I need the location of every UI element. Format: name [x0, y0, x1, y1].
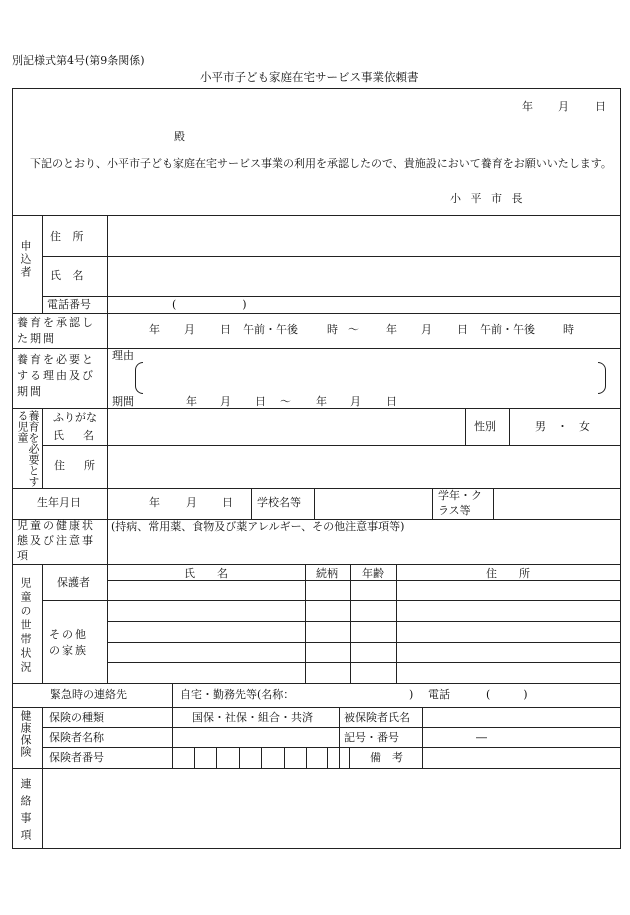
date-month: 月 [558, 100, 569, 113]
insured-name-label: 被保険者氏名 [344, 711, 410, 724]
reason-period-sub-label: 期間 [112, 395, 134, 408]
reason-right-bracket [598, 362, 606, 394]
reason-end-day: 日 [386, 395, 397, 408]
reason-period-label: 養育を必要とする理由及び期間 [17, 353, 95, 398]
date-day: 日 [595, 100, 606, 113]
addressee-suffix: 殿 [174, 130, 185, 143]
insurance-type-options: 国保・社保・組合・共済 [192, 711, 313, 724]
reason-left-bracket [135, 362, 143, 394]
household-group-label: 児童の世帯状況 [19, 577, 32, 675]
reason-start-month: 月 [220, 395, 231, 408]
period-end-month: 月 [421, 323, 432, 336]
child-kana-label: ふりがな [53, 411, 97, 424]
household-col-address: 住 所 [486, 567, 530, 580]
child-gender-options: 男 ・ 女 [535, 420, 590, 433]
health-hint: (持病、常用薬、食物及び薬アレルギー、その他注意事項等) [111, 520, 405, 533]
reason-end-month: 月 [350, 395, 361, 408]
applicant-group-label: 申込者 [19, 240, 32, 279]
period-start-hour: 時 [327, 323, 338, 336]
period-end-ampm: 午前・午後 [480, 323, 535, 336]
insurer-number-label: 保険者番号 [49, 751, 104, 764]
applicant-phone-parens: ( ) [172, 298, 247, 311]
period-tilde: ～ [348, 323, 359, 336]
emergency-phone-label: 電話 [428, 688, 450, 701]
child-name-label: 氏 名 [53, 429, 98, 442]
period-end-day: 日 [457, 323, 468, 336]
period-end-hour: 時 [563, 323, 574, 336]
health-label: 児童の健康状態及び注意事項 [17, 519, 95, 562]
birth-date-label: 生年月日 [37, 496, 81, 509]
reason-end-year: 年 [316, 395, 327, 408]
emergency-options: 自宅・勤務先等(名称： [180, 688, 295, 701]
school-label: 学校名等 [257, 496, 301, 509]
period-start-month: 月 [184, 323, 195, 336]
request-body: 下記のとおり、小平市子ども家庭在宅サービス事業の利用を承認したので、貴施設において養育をお願いいたします。 [30, 157, 612, 170]
household-col-age: 年齢 [362, 567, 384, 580]
period-start-ampm: 午前・午後 [243, 323, 298, 336]
household-col-relation: 続柄 [316, 567, 338, 580]
insurance-code-label: 記号・番号 [344, 731, 399, 744]
notes-label: 連絡事項 [19, 778, 32, 846]
household-col-name: 氏 名 [184, 567, 228, 580]
emergency-phone-parens: ( ) [486, 688, 528, 701]
applicant-phone-label: 電話番号 [47, 298, 91, 311]
household-guardian-label: 保護者 [57, 576, 90, 589]
remarks-label: 備 考 [370, 751, 403, 764]
reason-start-year: 年 [186, 395, 197, 408]
document-title: 小平市子ども家庭在宅サービス事業依頼書 [200, 70, 419, 84]
insurer-name-label: 保険者名称 [49, 731, 104, 744]
applicant-name-label: 氏 名 [50, 269, 88, 282]
reason-label: 理由 [112, 349, 134, 362]
insurance-group-label: 健康保険 [19, 710, 32, 758]
birth-day: 日 [222, 496, 233, 509]
sender: 小 平 市 長 [450, 192, 526, 205]
insurance-code-dash: ― [476, 731, 487, 744]
child-address-label: 住 所 [54, 459, 99, 472]
child-group-label: 養育を必要とする児童 [16, 410, 40, 487]
child-gender-label: 性別 [474, 420, 496, 433]
birth-year: 年 [149, 496, 160, 509]
emergency-label: 緊急時の連絡先 [50, 688, 127, 701]
date-year: 年 [522, 100, 533, 113]
approved-period-label: 養育を承認した期間 [17, 316, 95, 345]
period-start-day: 日 [220, 323, 231, 336]
period-start-year: 年 [149, 323, 160, 336]
reason-start-day: 日 [255, 395, 266, 408]
insurance-type-label: 保険の種類 [49, 711, 104, 724]
household-family-label: その他の家族 [49, 628, 88, 657]
reason-tilde: ～ [280, 395, 291, 408]
birth-month: 月 [186, 496, 197, 509]
grade-label: 学年・クラス等 [438, 489, 482, 517]
applicant-address-label: 住 所 [50, 230, 88, 243]
form-number: 別記様式第4号(第9条関係) [12, 54, 145, 67]
period-end-year: 年 [386, 323, 397, 336]
emergency-close-paren: ) [409, 688, 414, 701]
